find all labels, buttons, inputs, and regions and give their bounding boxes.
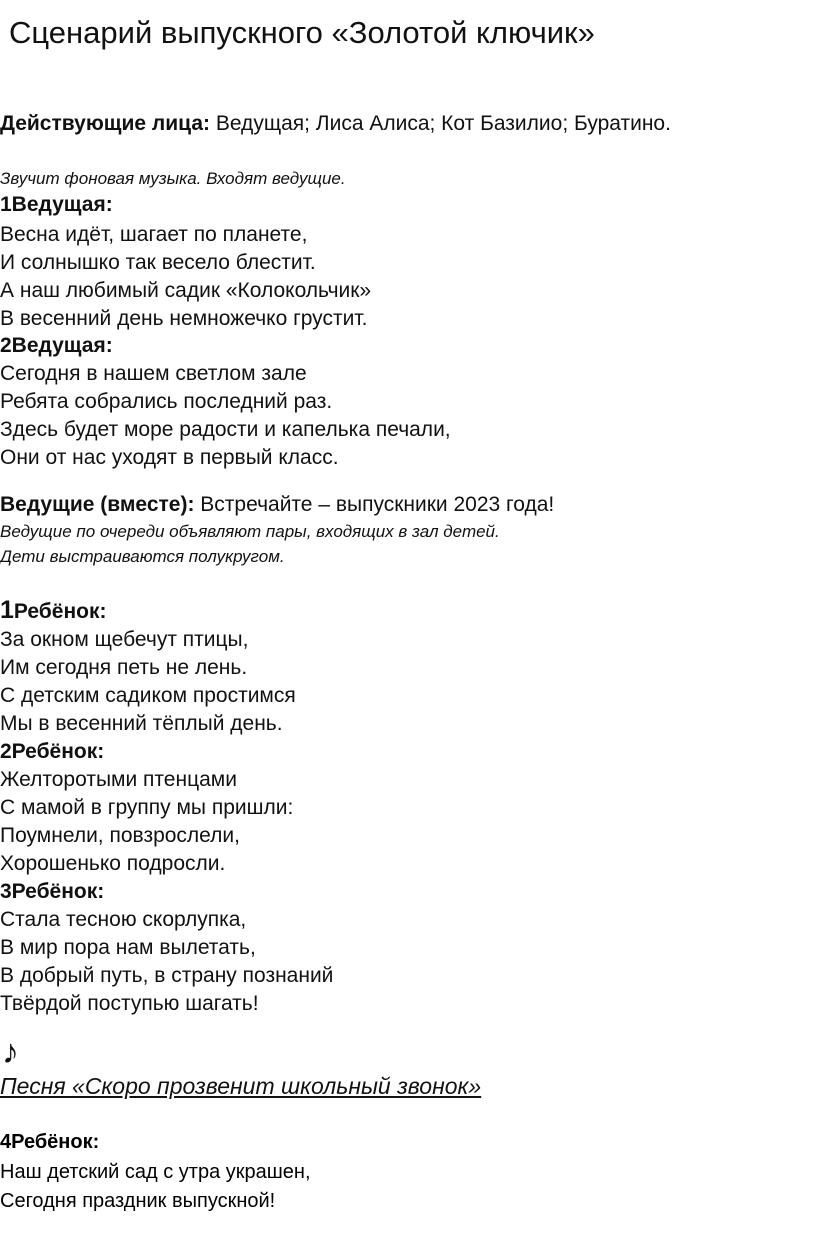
cast-text: Ведущая; Лиса Алиса; Кот Базилио; Буратино. bbox=[210, 112, 671, 135]
verse-line: Стала тесною скорлупка, bbox=[0, 908, 247, 931]
verse-line: Им сегодня петь не лень. bbox=[0, 656, 248, 679]
speaker-number: 1 bbox=[0, 596, 14, 624]
verse-line: Наш детский сад с утра украшен, bbox=[0, 1161, 311, 1183]
together-label: Ведущие (вместе): bbox=[0, 493, 195, 516]
song-title: Песня «Скоро прозвенит школьный звонок» bbox=[0, 1073, 482, 1099]
speaker-label bbox=[0, 596, 106, 626]
verse-line: Здесь будет море радости и капелька печали, bbox=[0, 418, 451, 441]
verse-line: В мир пора нам вылетать, bbox=[0, 936, 256, 959]
speaker-name: Ребёнок: bbox=[13, 600, 107, 623]
verse-line: С детским садиком простимся bbox=[0, 684, 296, 707]
verse-line: Они от нас уходят в первый класс. bbox=[0, 446, 339, 469]
verse-line: В добрый путь, в страну познаний bbox=[0, 964, 334, 987]
speaker-label: 2Ведущая: bbox=[0, 334, 113, 357]
verse-line: За окном щебечут птицы, bbox=[0, 628, 249, 651]
verse-line: И солнышко так весело блестит. bbox=[0, 251, 316, 274]
verse-line: Ребята собрались последний раз. bbox=[0, 390, 333, 413]
stage-direction: Ведущие по очереди объявляют пары, входящих в зал детей. bbox=[0, 522, 500, 541]
together-line bbox=[0, 491, 554, 519]
together-text: Встречайте – выпускники 2023 года! bbox=[194, 493, 555, 516]
verse-line: Твёрдой поступью шагать! bbox=[0, 992, 259, 1015]
document-title: Сценарий выпускного «Золотой ключик» bbox=[9, 15, 595, 50]
speaker-label: 4Ребёнок: bbox=[0, 1131, 100, 1153]
verse-line: Хорошенько подросли. bbox=[0, 852, 226, 875]
speaker-label: 1Ведущая: bbox=[0, 193, 113, 216]
verse-line: Поумнели, повзрослели, bbox=[0, 824, 240, 847]
speaker-label: 3Ребёнок: bbox=[0, 880, 105, 903]
stage-direction: Звучит фоновая музыка. Входят ведущие. bbox=[0, 169, 346, 188]
verse-line: Весна идёт, шагает по планете, bbox=[0, 223, 308, 246]
verse-line: А наш любимый садик «Колокольчик» bbox=[0, 279, 372, 302]
verse-line: В весенний день немножечко грустит. bbox=[0, 307, 368, 330]
verse-line: Мы в весенний тёплый день. bbox=[0, 712, 283, 735]
stage-direction: Дети выстраиваются полукругом. bbox=[0, 547, 285, 566]
verse-line: С мамой в группу мы пришли: bbox=[0, 796, 294, 819]
verse-line: Желторотыми птенцами bbox=[0, 768, 237, 791]
speaker-label: 2Ребёнок: bbox=[0, 740, 105, 763]
verse-line: Сегодня праздник выпускной! bbox=[0, 1190, 276, 1212]
music-note-icon: ♪ bbox=[2, 1033, 19, 1071]
verse-line: Сегодня в нашем светлом зале bbox=[0, 362, 307, 385]
cast-list bbox=[0, 110, 671, 138]
cast-label: Действующие лица: bbox=[0, 112, 210, 135]
